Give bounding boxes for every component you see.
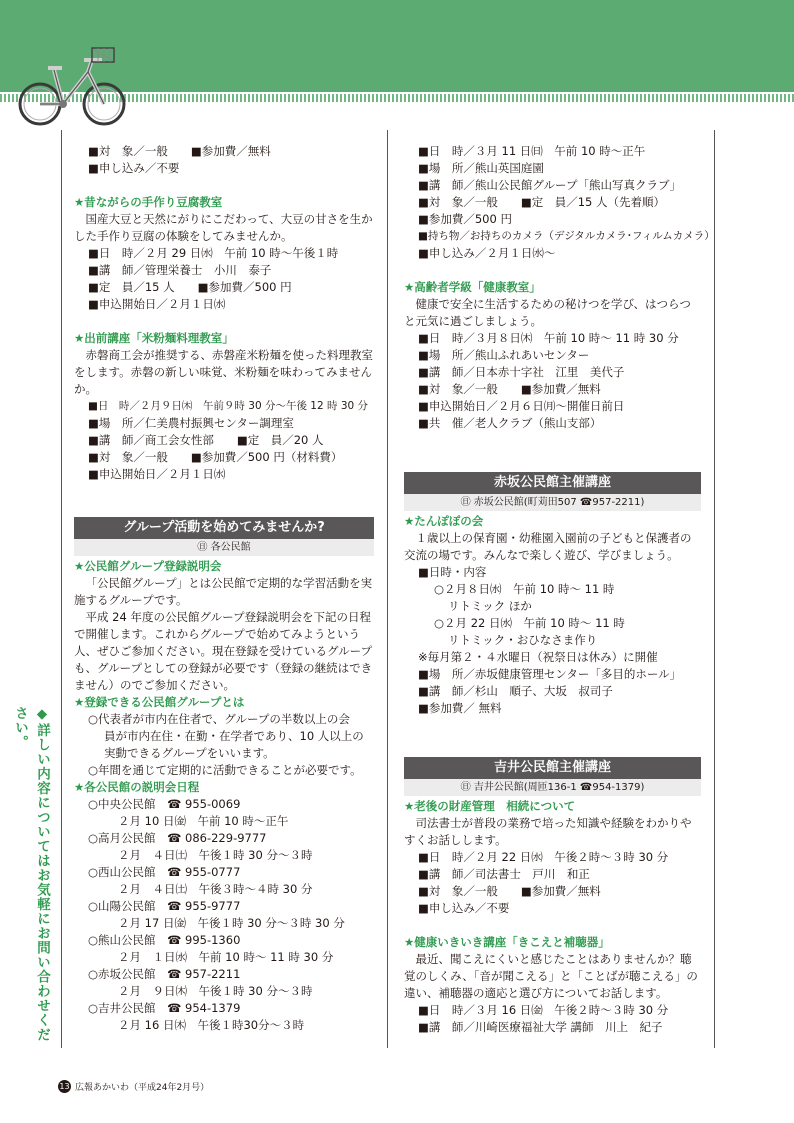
- schedule-hall: ○熊山公民館 ☎ 995-1360: [88, 933, 241, 947]
- yoshii-line: ■対 象／一般 ■参加費／無料: [418, 884, 601, 898]
- intro-line: ■対 象／一般 ■参加費／無料: [88, 144, 271, 158]
- yoshii-line: ■講 師／川崎医療福祉大学 講師 川上 紀子: [418, 1020, 663, 1034]
- footer-text: 広報あかいわ（平成24年2月号）: [75, 1083, 210, 1093]
- photo-line: ■対 象／一般 ■定 員／15 人（先着順）: [418, 195, 666, 209]
- health-line: ■日 時／３月８日㈭ 午前 10 時〜 11 時 30 分: [418, 331, 679, 345]
- akasaka-line: ■参加費／ 無料: [418, 701, 502, 715]
- center-rule: [387, 130, 388, 1048]
- akasaka-line: リトミック・おひなさま作り: [448, 633, 598, 647]
- health-line: ■申込開始日／２月６日㈪〜開催日前日: [418, 399, 625, 413]
- vertical-note: ◆詳しい内容についてはお気軽にお問い合わせください。: [12, 706, 50, 1042]
- page-number: 13: [59, 1082, 70, 1091]
- beifun-title: ★出前講座「米粉麺料理教室」: [74, 331, 234, 345]
- akasaka-line: ■日時・内容: [418, 565, 487, 579]
- schedule-date: ２月 16 日㈭ 午後１時30分〜３時: [118, 1018, 305, 1032]
- group-s2-line: 実動できるグループをいいます。: [104, 746, 275, 760]
- tofu-desc: 国産大豆と天然にがりにこだわって、大豆の甘さを生かした手作り豆腐の体験をしてみませんか。: [74, 212, 373, 243]
- group-s2-line: ○年間を通じて定期的に活動できることが必要です。: [88, 763, 362, 777]
- group-s2-line: 員が市内在住・在勤・在学者であり、10 人以上の: [104, 729, 364, 743]
- beifun-line: ■申込開始日／２月１日㈬: [88, 467, 226, 481]
- photo-line: ■申し込み／２月１日㈬〜: [418, 246, 556, 260]
- group-sub: ㊐ 各公民館: [74, 539, 374, 556]
- photo-line: ■持ち物／お持ちのカメラ（デジタルカメラ･フィルムカメラ）: [418, 230, 715, 242]
- akasaka-line: リトミック ほか: [448, 599, 532, 613]
- akasaka-title: ★たんぽぽの会: [404, 514, 484, 528]
- schedule-hall: ○西山公民館 ☎ 955-0777: [88, 865, 241, 879]
- photo-line: ■参加費／500 円: [418, 212, 512, 226]
- right-rule: [714, 130, 715, 1048]
- health-line: ■共 催／老人クラブ（熊山支部）: [418, 416, 602, 430]
- akasaka-desc: １歳以上の保育園・幼稚園入園前の子どもと保護者の交流の場です。みんなで楽しく遊び、学びましょう。: [404, 531, 692, 562]
- schedule-date: ２月 ４日㈯ 午後３時〜４時 30 分: [118, 882, 313, 896]
- akasaka-line: ■講 師／杉山 順子、大坂 叔司子: [418, 684, 613, 698]
- tofu-line: ■日 時／２月 29 日㈬ 午前 10 時〜午後１時: [88, 246, 339, 260]
- schedule-hall: ○中央公民館 ☎ 955-0069: [88, 797, 241, 811]
- beifun-line: ■対 象／一般 ■参加費／500 円（材料費）: [88, 450, 343, 464]
- yoshii-line: ■申し込み／不要: [418, 901, 510, 915]
- left-column: [74, 143, 374, 1034]
- beifun-line: ■場 所／仁美農村振興センター調理室: [88, 416, 294, 430]
- left-rule: [61, 130, 62, 1048]
- akasaka-sub: ㊐ 赤坂公民館(町苅田507 ☎957-2211): [404, 494, 701, 511]
- schedule-date: ２月 ９日㈭ 午後１時 30 分〜３時: [118, 984, 313, 998]
- schedule-date: ２月 10 日㈮ 午前 10 時〜正午: [118, 814, 289, 828]
- akasaka-line: ※毎月第２・４水曜日（祝祭日は休み）に開催: [418, 650, 658, 664]
- tofu-line: ■定 員／15 人 ■参加費／500 円: [88, 280, 292, 294]
- yoshii-t1: ★老後の財産管理 相続について: [404, 799, 576, 813]
- yoshii-line: ■講 師／司法書士 戸川 和正: [418, 867, 590, 881]
- akasaka-header: 赤坂公民館主催講座: [404, 472, 701, 494]
- yoshii-d2: 最近、聞こえにくいと感じたことはありませんか？聴覚のしくみ、「音が聞こえる」と「ことばが聴こえる」の違い、補聴器の適応と選び方についてお話します。: [404, 952, 698, 1000]
- tofu-title: ★昔ながらの手作り豆腐教室: [74, 195, 223, 209]
- bicycle-icon: [18, 42, 128, 128]
- tofu-line: ■講 師／管理栄養士 小川 泰子: [88, 263, 272, 277]
- beifun-desc: 赤磐商工会が推奨する、赤磐産米粉麺を使った料理教室をします。赤磐の新しい味覚、米粉麺を味わってみませんか。: [74, 348, 373, 396]
- yoshii-line: ■日 時／２月 22 日㈬ 午後２時〜３時 30 分: [418, 850, 669, 864]
- group-s2-line: ○代表者が市内在住者で、グループの半数以上の会: [88, 712, 350, 726]
- beifun-line: ■日 時／２月９日㈭ 午前９時 30 分〜午後 12 時 30 分: [88, 400, 369, 412]
- group-s3-title: ★各公民館の説明会日程: [74, 780, 200, 794]
- beifun-line: ■講 師／商工会女性部 ■定 員／20 人: [88, 433, 324, 447]
- health-desc: 健康で安全に生活するための秘けつを学び、はつらつと元気に過ごしましょう。: [404, 297, 691, 328]
- yoshii-d1: 司法書士が普段の業務で培った知識や経験をわかりやすくお話しします。: [404, 816, 692, 847]
- health-line: ■対 象／一般 ■参加費／無料: [418, 382, 601, 396]
- photo-line: ■講 師／熊山公民館グループ「熊山写真クラブ」: [418, 178, 681, 192]
- group-s1-p1: 「公民館グループ」とは公民館で定期的な学習活動を実施するグループです。: [74, 576, 373, 607]
- health-title: ★高齢者学級「健康教室」: [404, 280, 541, 294]
- schedule-hall: ○赤坂公民館 ☎ 957-2211: [88, 967, 241, 981]
- yoshii-t2: ★健康いきいき講座「きこえと補聴器」: [404, 935, 610, 949]
- health-line: ■場 所／熊山ふれあいセンター: [418, 348, 590, 362]
- group-s2-title: ★登録できる公民館グループとは: [74, 695, 245, 709]
- schedule-date: ２月 17 日㈮ 午後１時 30 分〜３時 30 分: [118, 916, 345, 930]
- schedule-date: ２月 ４日㈯ 午後１時 30 分〜３時: [118, 848, 313, 862]
- schedule-hall: ○高月公民館 ☎ 086-229-9777: [88, 831, 267, 845]
- schedule-hall: ○吉井公民館 ☎ 954-1379: [88, 1001, 241, 1015]
- footer: [58, 1080, 209, 1093]
- photo-line: ■場 所／熊山英国庭園: [418, 161, 544, 175]
- right-column: [404, 143, 715, 1036]
- tofu-line: ■申込開始日／２月１日㈬: [88, 297, 226, 311]
- schedule-date: ２月 １日㈬ 午前 10 時〜 11 時 30 分: [118, 950, 334, 964]
- schedule-hall: ○山陽公民館 ☎ 955-9777: [88, 899, 241, 913]
- photo-line: ■日 時／３月 11 日㈰ 午前 10 時〜正午: [418, 144, 646, 158]
- group-s1-title: ★公民館グループ登録説明会: [74, 559, 222, 573]
- group-header: グループ活動を始めてみませんか?: [74, 517, 374, 539]
- health-line: ■講 師／日本赤十字社 江里 美代子: [418, 365, 625, 379]
- yoshii-line: ■日 時／３月 16 日㈮ 午後２時〜３時 30 分: [418, 1003, 669, 1017]
- yoshii-sub: ㊐ 吉井公民館(周匝136-1 ☎954-1379): [404, 779, 701, 796]
- intro-line: ■申し込み／不要: [88, 161, 180, 175]
- group-s1-p2: 平成 24 年度の公民館グループ登録説明会を下記の日程で開催します。これからグループで始めてみようという人、ぜひご参加ください。現在登録を受けているグループも、グループとしての登録が必要です（登録の継続はできません）のでご参加ください。: [74, 610, 373, 692]
- yoshii-header: 吉井公民館主催講座: [404, 757, 701, 779]
- akasaka-line: ○２月８日㈬ 午前 10 時〜 11 時: [434, 582, 615, 596]
- akasaka-line: ○２月 22 日㈬ 午前 10 時〜 11 時: [434, 616, 625, 630]
- akasaka-line: ■場 所／赤坂健康管理センター「多目的ホール」: [418, 667, 682, 681]
